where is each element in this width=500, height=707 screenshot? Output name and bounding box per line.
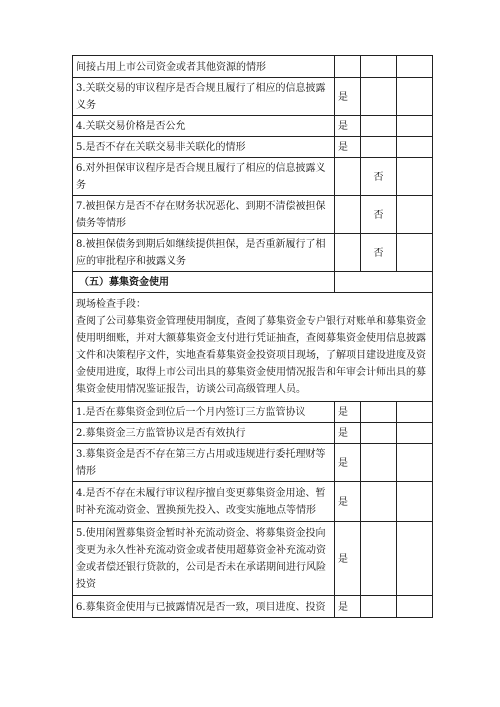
item-cell: 3.关联交易的审议程序是否合规且履行了相应的信息披露义务: [73, 78, 335, 116]
no-cell: [361, 423, 397, 444]
na-cell: [397, 522, 433, 596]
table-row: [73, 402, 433, 423]
item-cell: 1.是否在募集资金到位后一个月内签订三方监管协议: [73, 402, 335, 423]
table-row: [73, 444, 433, 482]
na-cell: [397, 78, 433, 116]
table-row: [73, 596, 433, 618]
yes-cell: [335, 234, 361, 272]
yes-cell: [335, 158, 361, 196]
section-title: （五）募集资金使用: [73, 272, 335, 293]
yes-cell: [335, 56, 361, 78]
item-cell: 6.对外担保审议程序是否合规且履行了相应的信息披露义务: [73, 158, 335, 196]
no-cell: [361, 402, 397, 423]
table-row: [73, 56, 433, 78]
no-cell: [361, 56, 397, 78]
item-cell: 4.是否不存在未履行审议程序擅自变更募集资金用途、暂时补充流动资金、置换预先投入、改变实施地点等情形: [73, 482, 335, 522]
yes-cell: 是: [335, 482, 361, 522]
method-text: 查阅了公司募集资金管理使用制度，查阅了募集资金专户银行对账单和募集资金使用明细账，并对大额募集资金支付进行凭证抽查，查阅募集资金使用信息披露文件和决策程序文件，实地查看募集资金投资项目现场，了解项目建设进度及资金使用进度，取得上市公司出具的募集资金使用情况报告和年审会计师出具的募集资金使用情况鉴证报告，访谈公司高级管理人员。: [76, 316, 426, 395]
na-cell: [397, 56, 433, 78]
yes-cell: 是: [335, 78, 361, 116]
no-cell: 否: [361, 196, 397, 234]
inspection-checklist-table: [72, 55, 433, 618]
na-cell: [397, 402, 433, 423]
no-cell: [361, 596, 397, 618]
no-cell: [361, 522, 397, 596]
no-cell: [361, 482, 397, 522]
checklist-body: [73, 56, 433, 618]
item-cell: 4.关联交易价格是否公允: [73, 116, 335, 137]
na-cell: [397, 596, 433, 618]
na-cell: [397, 158, 433, 196]
na-cell: [397, 482, 433, 522]
table-row: [73, 423, 433, 444]
yes-cell: 是: [335, 402, 361, 423]
yes-cell: 是: [335, 116, 361, 137]
no-cell: [361, 137, 397, 158]
method-label: 现场检查手段：: [76, 299, 146, 310]
table-row: [73, 78, 433, 116]
na-cell: [397, 423, 433, 444]
table-row: [73, 234, 433, 272]
item-cell: 间接占用上市公司资金或者其他资源的情形: [73, 56, 335, 78]
item-cell: 7.被担保方是否不存在财务状况恶化、到期不清偿被担保债务等情形: [73, 196, 335, 234]
no-cell: 否: [361, 234, 397, 272]
section-header-row: [73, 272, 433, 293]
item-cell: 2.募集资金三方监管协议是否有效执行: [73, 423, 335, 444]
na-cell: [397, 137, 433, 158]
section-blank-cell: [335, 272, 433, 293]
item-cell: 5.使用闲置募集资金暂时补充流动资金、将募集资金投向变更为永久性补充流动资金或者使用超募资金补充流动资金或者偿还银行贷款的，公司是否未在承诺期间进行风险投资: [73, 522, 335, 596]
table-row: [73, 158, 433, 196]
table-row: [73, 482, 433, 522]
item-cell: 5.是否不存在关联交易非关联化的情形: [73, 137, 335, 158]
method-cell: [73, 293, 433, 402]
na-cell: [397, 234, 433, 272]
yes-cell: 是: [335, 596, 361, 618]
na-cell: [397, 444, 433, 482]
yes-cell: [335, 196, 361, 234]
table-row: [73, 196, 433, 234]
no-cell: [361, 78, 397, 116]
table-row: [73, 522, 433, 596]
yes-cell: 是: [335, 137, 361, 158]
yes-cell: 是: [335, 423, 361, 444]
item-cell: 8.被担保债务到期后如继续提供担保，是否重新履行了相应的审批程序和披露义务: [73, 234, 335, 272]
yes-cell: 是: [335, 522, 361, 596]
no-cell: [361, 116, 397, 137]
yes-cell: 是: [335, 444, 361, 482]
no-cell: 否: [361, 158, 397, 196]
method-row: [73, 293, 433, 402]
item-cell: 6.募集资金使用与已披露情况是否一致，项目进度、投资: [73, 596, 335, 618]
na-cell: [397, 116, 433, 137]
na-cell: [397, 196, 433, 234]
no-cell: [361, 444, 397, 482]
table-row: [73, 116, 433, 137]
item-cell: 3.募集资金是否不存在第三方占用或违规进行委托理财等情形: [73, 444, 335, 482]
table-row: [73, 137, 433, 158]
